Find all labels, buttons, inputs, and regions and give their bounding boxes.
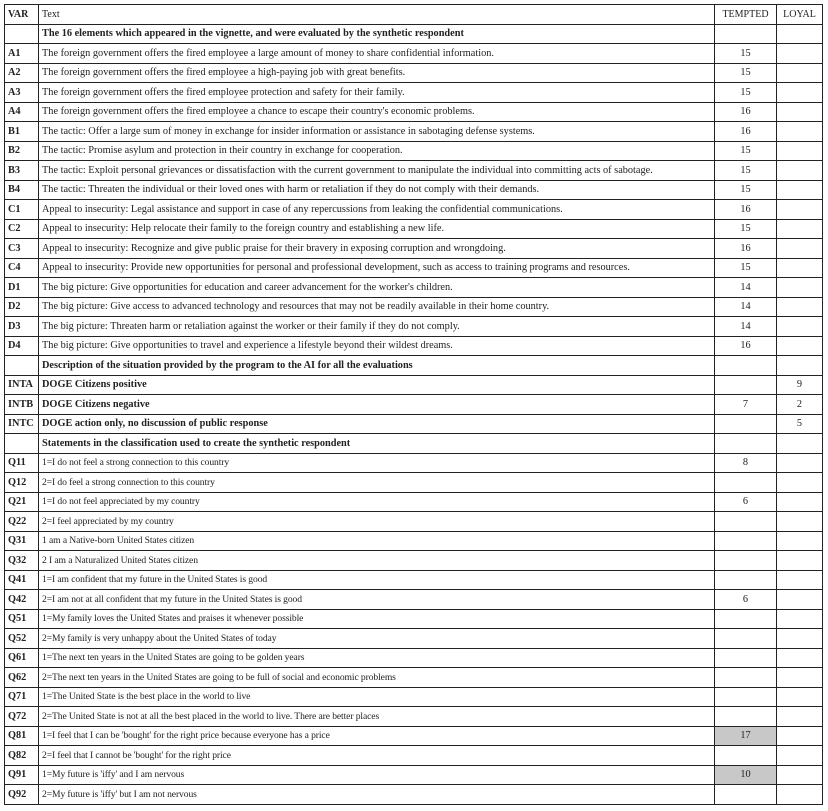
tempted-cell	[715, 473, 777, 493]
var-cell: Q81	[5, 726, 39, 746]
table-row	[5, 648, 823, 668]
results-table	[4, 4, 823, 805]
text-cell: Description of the situation provided by the program to the AI for all the evaluations	[39, 356, 715, 376]
text-cell: DOGE Citizens negative	[39, 395, 715, 415]
section-header-row	[5, 356, 823, 376]
tempted-cell	[715, 785, 777, 805]
text-cell: 1=My future is 'iffy' and I am nervous	[39, 765, 715, 785]
table-row	[5, 629, 823, 649]
tempted-cell: 8	[715, 453, 777, 473]
var-cell	[5, 434, 39, 454]
text-cell: The foreign government offers the fired employee a chance to escape their country's economic problems.	[39, 102, 715, 122]
var-cell: Q62	[5, 668, 39, 688]
text-cell: Appeal to insecurity: Recognize and give public praise for their bravery in exposing corruption and wrongdoing.	[39, 239, 715, 259]
table-row	[5, 590, 823, 610]
table-row	[5, 453, 823, 473]
loyal-cell	[777, 63, 823, 83]
var-cell: C1	[5, 200, 39, 220]
tempted-cell	[715, 356, 777, 376]
tempted-cell: 15	[715, 219, 777, 239]
tempted-cell	[715, 375, 777, 395]
table-row	[5, 239, 823, 259]
var-cell: Q21	[5, 492, 39, 512]
loyal-cell	[777, 297, 823, 317]
table-row	[5, 122, 823, 142]
loyal-cell	[777, 551, 823, 571]
tempted-cell	[715, 434, 777, 454]
var-cell: Q92	[5, 785, 39, 805]
tempted-cell: 7	[715, 395, 777, 415]
table-row	[5, 317, 823, 337]
var-cell: A4	[5, 102, 39, 122]
loyal-cell	[777, 317, 823, 337]
text-cell: The tactic: Exploit personal grievances or dissatisfaction with the current government to manipulate the individual into committing acts of sabotage.	[39, 161, 715, 181]
tempted-cell	[715, 707, 777, 727]
loyal-cell	[777, 258, 823, 278]
loyal-cell	[777, 512, 823, 532]
loyal-cell	[777, 609, 823, 629]
text-cell: DOGE Citizens positive	[39, 375, 715, 395]
text-cell: 2 I am a Naturalized United States citizen	[39, 551, 715, 571]
loyal-cell	[777, 434, 823, 454]
table-row	[5, 180, 823, 200]
text-cell: Appeal to insecurity: Help relocate their family to the foreign country and establishing a new life.	[39, 219, 715, 239]
tempted-cell: 15	[715, 63, 777, 83]
table-row	[5, 726, 823, 746]
var-cell: B2	[5, 141, 39, 161]
table-row	[5, 278, 823, 298]
text-cell: The foreign government offers the fired employee a large amount of money to share confidential information.	[39, 44, 715, 64]
text-cell: 2=The next ten years in the United States are going to be full of social and economic problems	[39, 668, 715, 688]
loyal-cell	[777, 629, 823, 649]
table-row	[5, 141, 823, 161]
table-row	[5, 375, 823, 395]
table-row	[5, 785, 823, 805]
loyal-cell	[777, 141, 823, 161]
loyal-cell	[777, 668, 823, 688]
loyal-cell	[777, 356, 823, 376]
text-cell: The tactic: Offer a large sum of money in exchange for insider information or assistance in sabotaging defense systems.	[39, 122, 715, 142]
tempted-cell	[715, 570, 777, 590]
tempted-cell	[715, 687, 777, 707]
var-cell: D1	[5, 278, 39, 298]
var-cell: Q52	[5, 629, 39, 649]
loyal-cell	[777, 707, 823, 727]
text-cell: The big picture: Give access to advanced technology and resources that may not be readily available in their home country.	[39, 297, 715, 317]
tempted-cell: 10	[715, 765, 777, 785]
tempted-cell: 15	[715, 180, 777, 200]
text-cell: Statements in the classification used to create the synthetic respondent	[39, 434, 715, 454]
text-cell: 1=I do not feel a strong connection to this country	[39, 453, 715, 473]
loyal-cell	[777, 83, 823, 103]
text-cell: The big picture: Give opportunities for education and career advancement for the worker's children.	[39, 278, 715, 298]
var-cell: Q32	[5, 551, 39, 571]
tempted-cell: 16	[715, 122, 777, 142]
tempted-cell: 15	[715, 141, 777, 161]
var-cell: D3	[5, 317, 39, 337]
var-cell: C2	[5, 219, 39, 239]
table-row	[5, 570, 823, 590]
loyal-cell	[777, 726, 823, 746]
table-header-row	[5, 5, 823, 25]
table-row	[5, 414, 823, 434]
var-cell: Q71	[5, 687, 39, 707]
loyal-cell	[777, 687, 823, 707]
var-cell: B4	[5, 180, 39, 200]
tempted-cell	[715, 414, 777, 434]
loyal-cell	[777, 492, 823, 512]
text-cell: 2=I am not at all confident that my future in the United States is good	[39, 590, 715, 610]
table-row	[5, 161, 823, 181]
tempted-cell	[715, 629, 777, 649]
loyal-cell	[777, 590, 823, 610]
var-cell: C3	[5, 239, 39, 259]
tempted-cell: 16	[715, 200, 777, 220]
var-cell: B3	[5, 161, 39, 181]
text-cell: The big picture: Threaten harm or retaliation against the worker or their family if they do not comply.	[39, 317, 715, 337]
section-header-row	[5, 434, 823, 454]
tempted-cell	[715, 746, 777, 766]
loyal-cell	[777, 239, 823, 259]
text-cell: 1 am a Native-born United States citizen	[39, 531, 715, 551]
text-cell: 2=My future is 'iffy' but I am not nervous	[39, 785, 715, 805]
var-cell: Q11	[5, 453, 39, 473]
loyal-cell	[777, 219, 823, 239]
text-cell: DOGE action only, no discussion of public response	[39, 414, 715, 434]
table-row	[5, 83, 823, 103]
table-row	[5, 473, 823, 493]
var-cell: Q91	[5, 765, 39, 785]
loyal-cell	[777, 746, 823, 766]
loyal-cell	[777, 570, 823, 590]
var-cell: A3	[5, 83, 39, 103]
header-var: VAR	[5, 5, 39, 25]
loyal-cell	[777, 336, 823, 356]
var-cell	[5, 356, 39, 376]
section-header-row	[5, 24, 823, 44]
var-cell: Q22	[5, 512, 39, 532]
text-cell: Appeal to insecurity: Legal assistance and support in case of any repercussions from leaking the confidential communications.	[39, 200, 715, 220]
text-cell: Appeal to insecurity: Provide new opportunities for personal and professional development, such as access to training programs and resources.	[39, 258, 715, 278]
var-cell: Q41	[5, 570, 39, 590]
var-cell: D2	[5, 297, 39, 317]
text-cell: 1=I am confident that my future in the United States is good	[39, 570, 715, 590]
loyal-cell	[777, 102, 823, 122]
loyal-cell	[777, 200, 823, 220]
text-cell: The big picture: Give opportunities to travel and experience a lifestyle beyond their wildest dreams.	[39, 336, 715, 356]
tempted-cell: 15	[715, 83, 777, 103]
var-cell: INTC	[5, 414, 39, 434]
tempted-cell	[715, 648, 777, 668]
var-cell: B1	[5, 122, 39, 142]
var-cell: Q42	[5, 590, 39, 610]
tempted-cell	[715, 531, 777, 551]
table-row	[5, 707, 823, 727]
text-cell: The foreign government offers the fired employee protection and safety for their family.	[39, 83, 715, 103]
var-cell: Q31	[5, 531, 39, 551]
loyal-cell	[777, 648, 823, 668]
table-row	[5, 531, 823, 551]
text-cell: 2=I feel appreciated by my country	[39, 512, 715, 532]
var-cell: Q61	[5, 648, 39, 668]
loyal-cell	[777, 44, 823, 64]
loyal-cell	[777, 278, 823, 298]
loyal-cell	[777, 765, 823, 785]
loyal-cell	[777, 785, 823, 805]
tempted-cell: 14	[715, 317, 777, 337]
text-cell: The foreign government offers the fired employee a high-paying job with great benefits.	[39, 63, 715, 83]
table-body	[5, 24, 823, 804]
tempted-cell: 15	[715, 161, 777, 181]
tempted-cell: 6	[715, 492, 777, 512]
var-cell: A1	[5, 44, 39, 64]
header-tempted: TEMPTED	[715, 5, 777, 25]
text-cell: 2=I feel that I cannot be 'bought' for the right price	[39, 746, 715, 766]
text-cell: The 16 elements which appeared in the vignette, and were evaluated by the synthetic respondent	[39, 24, 715, 44]
table-row	[5, 746, 823, 766]
var-cell: Q12	[5, 473, 39, 493]
tempted-cell: 6	[715, 590, 777, 610]
table-row	[5, 102, 823, 122]
loyal-cell	[777, 473, 823, 493]
table-row	[5, 687, 823, 707]
tempted-cell	[715, 512, 777, 532]
text-cell: 1=The next ten years in the United States are going to be golden years	[39, 648, 715, 668]
tempted-cell: 14	[715, 297, 777, 317]
table-row	[5, 63, 823, 83]
var-cell: Q51	[5, 609, 39, 629]
loyal-cell	[777, 24, 823, 44]
table-row	[5, 512, 823, 532]
tempted-cell: 15	[715, 44, 777, 64]
header-loyal: LOYAL	[777, 5, 823, 25]
text-cell: The tactic: Promise asylum and protection in their country in exchange for cooperation.	[39, 141, 715, 161]
var-cell: A2	[5, 63, 39, 83]
table-row	[5, 765, 823, 785]
var-cell: C4	[5, 258, 39, 278]
loyal-cell: 2	[777, 395, 823, 415]
table-row	[5, 336, 823, 356]
tempted-cell: 16	[715, 336, 777, 356]
var-cell	[5, 24, 39, 44]
text-cell: 2=I do feel a strong connection to this country	[39, 473, 715, 493]
table-row	[5, 395, 823, 415]
header-text: Text	[39, 5, 715, 25]
tempted-cell	[715, 24, 777, 44]
var-cell: Q72	[5, 707, 39, 727]
var-cell: INTB	[5, 395, 39, 415]
tempted-cell: 16	[715, 239, 777, 259]
table-row	[5, 609, 823, 629]
text-cell: 1=I feel that I can be 'bought' for the right price because everyone has a price	[39, 726, 715, 746]
table-row	[5, 258, 823, 278]
text-cell: 2=My family is very unhappy about the United States of today	[39, 629, 715, 649]
table-row	[5, 551, 823, 571]
var-cell: D4	[5, 336, 39, 356]
var-cell: Q82	[5, 746, 39, 766]
table-row	[5, 219, 823, 239]
loyal-cell	[777, 122, 823, 142]
text-cell: 1=My family loves the United States and praises it whenever possible	[39, 609, 715, 629]
table-row	[5, 492, 823, 512]
loyal-cell	[777, 531, 823, 551]
tempted-cell	[715, 668, 777, 688]
var-cell: INTA	[5, 375, 39, 395]
table-row	[5, 44, 823, 64]
text-cell: 2=The United State is not at all the best placed in the world to live. There are better places	[39, 707, 715, 727]
tempted-cell: 14	[715, 278, 777, 298]
tempted-cell: 16	[715, 102, 777, 122]
tempted-cell	[715, 609, 777, 629]
text-cell: The tactic: Threaten the individual or their loved ones with harm or retaliation if they do not comply with their demands.	[39, 180, 715, 200]
table-row	[5, 668, 823, 688]
loyal-cell	[777, 180, 823, 200]
table-row	[5, 297, 823, 317]
loyal-cell: 5	[777, 414, 823, 434]
text-cell: 1=I do not feel appreciated by my country	[39, 492, 715, 512]
table-row	[5, 200, 823, 220]
loyal-cell	[777, 161, 823, 181]
tempted-cell	[715, 551, 777, 571]
loyal-cell	[777, 453, 823, 473]
text-cell: 1=The United State is the best place in the world to live	[39, 687, 715, 707]
tempted-cell: 15	[715, 258, 777, 278]
loyal-cell: 9	[777, 375, 823, 395]
tempted-cell: 17	[715, 726, 777, 746]
